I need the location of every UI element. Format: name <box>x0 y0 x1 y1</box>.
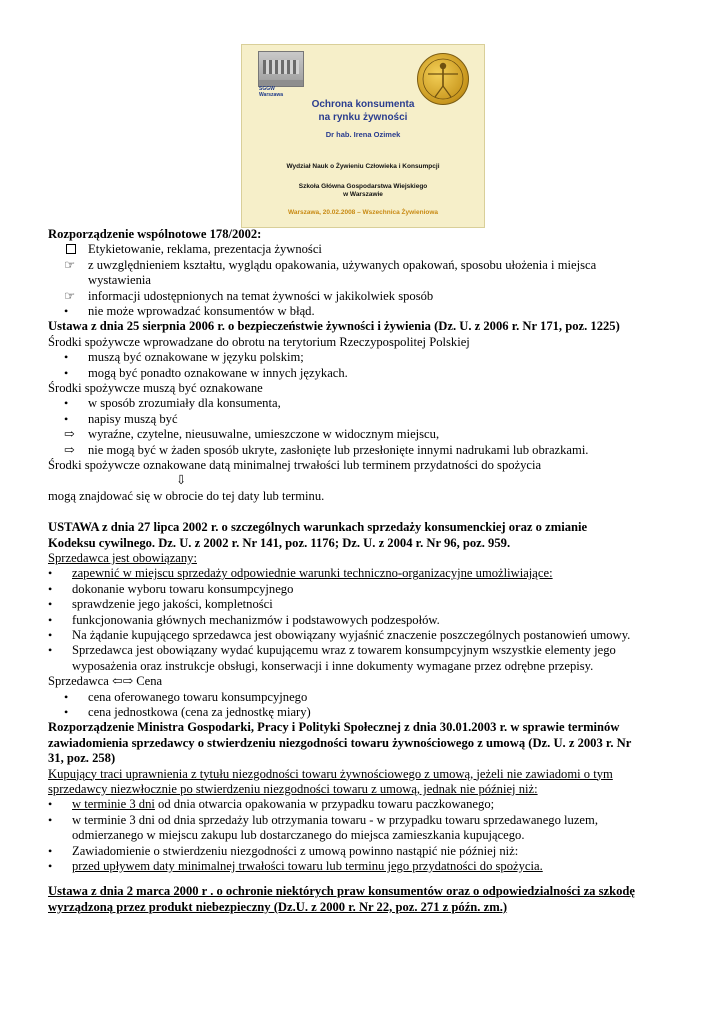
heading-product-liability-act-line1: Ustawa z dnia 2 marca 2000 r . o ochronie niektórych praw konsumentów oraz o odpowiedzialności za szkodę <box>48 884 636 899</box>
list-item: • funkcjonowania głównych mechanizmów i podstawowych podzespołów. <box>48 612 440 627</box>
slide-footer: Warszawa, 20.02.2008 – Wszechnica Żywieniowa <box>287 209 439 216</box>
list-item-continuation: odmierzanego w miejscu zakupu lub dostarczanego do miejsca zamieszkania kupującego. <box>72 828 525 843</box>
university-building-image <box>258 51 304 87</box>
list-item: • Zawiadomienie o stwierdzeniu niezgodności z umową powinno nastąpić nie później niż: <box>48 843 519 858</box>
list-item: ⇨ nie mogą być w żaden sposób ukryte, zasłonięte lub przesłonięte innymi nadrukami lub obrazkami. <box>64 442 589 457</box>
paragraph: Środki spożywcze muszą być oznakowane <box>48 381 263 395</box>
pointing-hand-icon: ☞ <box>64 288 76 303</box>
bullet-icon: • <box>48 843 53 858</box>
heading-ministry-regulation-line1: Rozporządzenie Ministra Gospodarki, Pracy i Polityki Społecznej z dnia 30.01.2003 r. w sprawie terminów <box>48 720 620 735</box>
paragraph: Kupujący traci uprawnienia z tytułu niezgodności towaru żywnościowego z umową, jeżeli nie zawiadomi o tym <box>48 766 613 781</box>
paragraph: Sprzedawca jest obowiązany: <box>48 550 197 565</box>
heading-ministry-regulation-line2: zawiadomienia sprzedawcy o stwierdzeniu niezgodności towaru żywnościowego z umową (Dz. U. z 2003 r. Nr <box>48 735 632 750</box>
bullet-icon: • <box>64 396 69 411</box>
slide-title-line2: na rynku żywności <box>318 112 408 123</box>
bullet-icon: • <box>64 350 69 365</box>
slide-school-line1: Szkoła Główna Gospodarstwa Wiejskiego <box>298 183 428 190</box>
bullet-icon: • <box>64 304 69 318</box>
list-item: • zapewnić w miejscu sprzedaży odpowiednie warunki techniczno-organizacyjne umożliwiające: <box>48 566 553 581</box>
arrow-down-icon: ⇩ <box>176 473 187 488</box>
bullet-icon: • <box>48 566 53 581</box>
paragraph: Środki spożywcze wprowadzane do obrotu na terytorium Rzeczypospolitej Polskiej <box>48 334 470 349</box>
list-item: ☞ informacji udostępnionych na temat żywności w jakikolwiek sposób <box>64 288 434 303</box>
list-item: • dokonanie wyboru towaru konsumpcyjnego <box>48 581 294 596</box>
bullet-icon: • <box>48 597 53 612</box>
list-item: • mogą być ponadto oznakowane w innych językach. <box>64 365 348 380</box>
checkbox-bullet-icon <box>66 244 76 254</box>
list-item: • Na żądanie kupującego sprzedawca jest obowiązany wyjaśnić znaczenie poszczególnych postanowień umowy. <box>48 627 631 642</box>
bullet-icon: • <box>48 627 53 642</box>
list-item: ☞ z uwzględnieniem kształtu, wyglądu opakowania, używanych opakowań, sposobu ułożenia i miejsca <box>64 257 597 272</box>
bullet-icon: • <box>48 643 53 658</box>
list-item-continuation: wystawienia <box>88 273 151 288</box>
arrow-right-icon: ⇨ <box>64 442 75 457</box>
paragraph: Środki spożywcze oznakowane datą minimalnej trwałości lub terminem przydatności do spożycia <box>48 458 542 473</box>
bullet-icon: • <box>48 858 53 873</box>
list-item: • przed upływem daty minimalnej trwałości towaru lub terminu jego przydatności do spożycia. <box>48 858 543 873</box>
list-item: • napisy muszą być <box>64 411 178 426</box>
paragraph: mogą znajdować się w obrocie do tej daty lub terminu. <box>48 488 325 503</box>
paragraph: Sprzedawca ⇦⇨ Cena <box>48 674 163 689</box>
list-item: • cena jednostkowa (cena za jednostkę miary) <box>64 704 311 719</box>
heading-ministry-regulation-line3: 31, poz. 258) <box>48 751 116 766</box>
bullet-icon: • <box>64 689 69 704</box>
pointing-hand-icon: ☞ <box>64 257 76 272</box>
bullet-icon: • <box>48 581 53 596</box>
university-logo-label: SGGW Warszawa <box>259 86 283 98</box>
list-item: • Sprzedawca jest obowiązany wydać kupującemu wraz z towarem konsumpcyjnym wszystkie elementy jego <box>48 643 616 658</box>
title-slide-image <box>241 44 485 228</box>
bullet-icon: • <box>64 411 69 426</box>
heading-consumer-sales-act-line1: USTAWA z dnia 27 lipca 2002 r. o szczególnych warunkach sprzedaży konsumenckiej oraz o zmianie <box>48 520 588 535</box>
document-body <box>48 227 688 915</box>
list-item: • w sposób zrozumiały dla konsumenta, <box>64 396 281 411</box>
list-item: • w terminie 3 dni od dnia sprzedaży lub otrzymania towaru - w przypadku towaru sprzedawanego luzem, <box>48 812 598 827</box>
arrow-right-icon: ⇨ <box>64 427 75 442</box>
list-item: • muszą być oznakowane w języku polskim; <box>64 350 304 365</box>
list-item: • sprawdzenie jego jakości, kompletności <box>48 597 273 612</box>
list-item: • w terminie 3 dni od dnia otwarcia opakowania w przypadku towaru paczkowanego; <box>48 797 495 812</box>
list-item: ⇨ wyraźne, czytelne, nieusuwalne, umieszczone w widocznym miejscu, <box>64 427 440 442</box>
heading-regulation-178: Rozporządzenie wspólnotowe 178/2002: <box>48 227 262 241</box>
bullet-icon: • <box>48 612 53 627</box>
left-right-arrow-icon: ⇦⇨ <box>111 674 134 689</box>
bullet-icon: • <box>64 704 69 719</box>
slide-faculty: Wydział Nauk o Żywieniu Człowieka i Konsumpcji <box>286 163 440 170</box>
bullet-icon: • <box>64 365 69 380</box>
heading-product-liability-act-line2: wyrządzoną przez produkt niebezpieczny (Dz.U. z 2000 r. Nr 22, poz. 271 z późn. zm.) <box>48 899 508 914</box>
bullet-icon: • <box>48 797 53 812</box>
slide-school-line2: w Warszawie <box>343 191 383 198</box>
vitruvian-medal-icon <box>417 53 469 105</box>
list-item: • nie może wprowadzać konsumentów w błąd. <box>64 304 315 318</box>
slide-author: Dr hab. Irena Ozimek <box>325 130 401 139</box>
heading-food-safety-act: Ustawa z dnia 25 sierpnia 2006 r. o bezpieczeństwie żywności i żywienia (Dz. U. z 2006 r. Nr 171, poz. 1225) <box>48 319 620 334</box>
heading-consumer-sales-act-line2: Kodeksu cywilnego. Dz. U. z 2002 r. Nr 141, poz. 1176; Dz. U. z 2004 r. Nr 96, poz. 959. <box>48 535 511 550</box>
slide-title-line1: Ochrona konsumenta <box>311 99 415 110</box>
bullet-icon: • <box>48 812 53 827</box>
list-item: Etykietowanie, reklama, prezentacja żywności <box>48 242 688 257</box>
list-item-continuation: wyposażenia oraz instrukcje obsługi, konserwacji i inne dokumenty wymagane przez odrębne przepisy. <box>72 658 594 673</box>
list-item: • cena oferowanego towaru konsumpcyjnego <box>64 689 308 704</box>
paragraph: sprzedawcy niezwłocznie po stwierdzeniu niezgodności towaru z umową, jednak nie później niż: <box>48 781 538 796</box>
